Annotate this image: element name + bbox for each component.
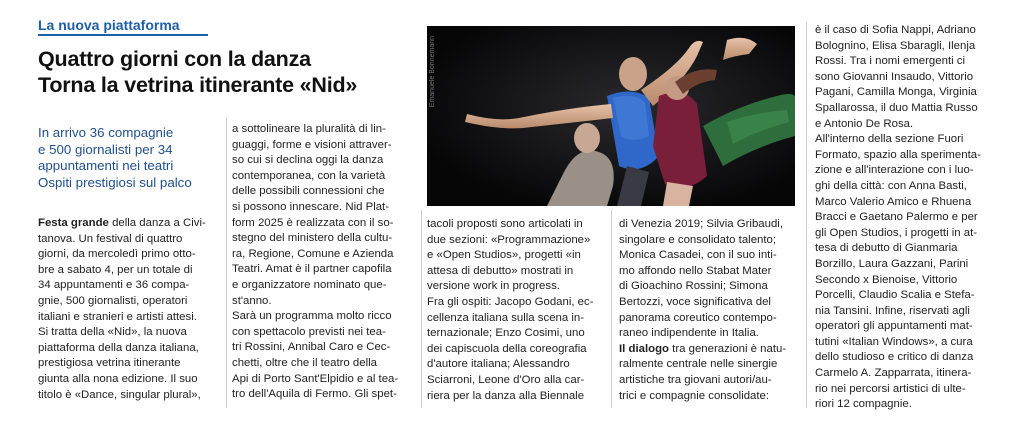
text-line: Secondo x Bienoise, Vittorio (815, 273, 958, 286)
text-line: cellenza italiana sulla scena in- (427, 311, 585, 324)
text-line: tesa di debutto di Gianmaria (815, 242, 958, 255)
text-line: ra, Regione, Comune e Azienda (232, 247, 394, 260)
text-line: tutini «Italian Windows», a cura (815, 335, 973, 348)
text-line: e Antonio De Rosa. (815, 117, 914, 130)
column-rule (421, 210, 422, 408)
text-line: artistiche tra giovani autori/au- (619, 373, 772, 386)
dance-photo (427, 26, 795, 206)
text-line: form 2025 è realizzata con il so- (232, 216, 394, 229)
text-line: a sottolineare la pluralità di lin- (232, 123, 386, 135)
summary-line: Ospiti prestigiosi sul palco (38, 174, 192, 190)
text-line: Carmelo A. Zapparrata, itinera- (815, 367, 972, 380)
text-line: riera per la danza alla Biennale (427, 389, 585, 402)
text-line: singolare e consolidato talento; (619, 233, 777, 246)
text-line: tra generazioni è natu- (669, 342, 787, 355)
article-column-3 (427, 217, 603, 404)
text-line: di Gioachino Rossini; Simona (619, 280, 768, 293)
text-line: Fra gli ospiti: Jacopo Godani, ec- (427, 295, 594, 308)
text-line: dello studioso e critico di danza (815, 351, 974, 364)
column-rule (226, 118, 227, 408)
text-line: Borzillo, Laura Gazzani, Parini (815, 257, 969, 270)
text-line: versione work in progress. (427, 280, 560, 293)
lead-in: Festa grande (38, 217, 109, 229)
text-line: ternazionale; Enzo Cosimi, uno (427, 327, 585, 340)
text-line: Sarà un programma molto ricco (232, 310, 392, 323)
text-line: Pagani, Camilla Monga, Virginia (815, 86, 977, 99)
text-line: riori 12 compagnie. (815, 398, 912, 411)
text-line: tri Rossini, Annibal Caro e Cec- (232, 341, 391, 354)
text-line: raneo indipendente in Italia. (619, 327, 759, 340)
article-column-2 (232, 122, 414, 403)
text-line: giunta alla nona edizione. Il suo (38, 372, 198, 385)
text-line: titolo è «Dance, singular plural», (38, 388, 201, 401)
column-rule (611, 210, 612, 408)
text-line: Si tratta della «Nid», la nuova (38, 326, 187, 339)
column-rule (806, 22, 807, 408)
text-line: tro dell'Aquila di Fermo. Gli spet- (232, 388, 397, 401)
article-column-5 (815, 23, 987, 413)
text-line: All'interno della sezione Fuori (815, 133, 964, 146)
article-column-1 (38, 216, 222, 403)
text-line: due sezioni: «Programmazione» (427, 233, 591, 246)
text-line: ralmente centrale nelle sinergie (619, 358, 778, 371)
section-kicker: La nuova piattaforma (38, 17, 208, 36)
text-line: Teatri. Amat è il partner capofila (232, 263, 392, 276)
text-line: Bertozzi, voce significativa del (619, 295, 771, 308)
text-line: st'anno. (232, 294, 272, 307)
text-line: tacoli proposti sono articolati in (427, 218, 583, 230)
text-line: Formato, spazio alla sperimenta- (815, 148, 981, 161)
text-line: panorama coreutico contempo- (619, 311, 777, 324)
text-line: italiani e stranieri e artisti attesi. (38, 310, 197, 323)
text-line: giorni, da mercoledì primo otto- (38, 248, 196, 261)
text-line: trici e compagnie consolidate: (619, 389, 770, 402)
text-line: Bracci e Gaetano Palermo e per (815, 211, 978, 224)
text-line: e organizzatore nominato que- (232, 278, 387, 291)
photo-credit: Emanuele Bonnemann (429, 36, 436, 108)
text-line: è il caso di Sofia Nappi, Adriano (815, 24, 976, 36)
text-line: mo affondo nello Stabat Mater (619, 264, 772, 277)
summary-line: e 500 giornalisti per 34 (38, 141, 173, 157)
text-line: tanova. Un festival di quattro (38, 232, 183, 245)
article-column-4 (619, 217, 795, 404)
text-line: bre a sabato 4, per un totale di (38, 263, 193, 276)
text-line: Marco Valerio Amico e Rhuena (815, 195, 972, 208)
text-line: Porcelli, Claudio Scalia e Stefa- (815, 289, 975, 302)
text-line: Api di Porto Sant'Elpidio e al tea- (232, 372, 399, 385)
text-line: sono Giovanni Insaudo, Vittorio (815, 70, 974, 83)
text-line: 34 appuntamenti e 36 compa- (38, 279, 190, 292)
text-line: d'autore italiana; Alessandro (427, 358, 570, 371)
text-line: Monica Casadei, con il suo inti- (619, 249, 777, 262)
text-line: prestigiosa vetrina itinerante (38, 357, 181, 370)
text-line: Rossi. Tra i nomi emergenti ci (815, 55, 966, 68)
text-line: guaggi, forme e visioni attraver- (232, 138, 392, 151)
headline (38, 46, 423, 98)
text-line: Bolognino, Elisa Sbaragli, Ilenja (815, 39, 976, 52)
text-line: gnie, 500 giornalisti, operatori (38, 294, 188, 307)
headline-line-1: Quattro giorni con la danza (38, 47, 311, 71)
text-line: dei capiscuola della coreografia (427, 342, 587, 355)
lead-in: Il dialogo (619, 342, 669, 355)
text-line: operatori gli appuntamenti mat- (815, 320, 973, 333)
headline-line-2: Torna la vetrina itinerante «Nid» (38, 73, 358, 97)
text-line: chetti, oltre che il teatro della (232, 356, 377, 369)
summary-line: appuntamenti nei teatri (38, 158, 174, 173)
text-line: rio nei percorsi artistici di ulte- (815, 382, 966, 395)
text-line: zione e all'interazione con i luo- (815, 164, 974, 177)
summary-line: In arrivo 36 compagnie (38, 125, 174, 140)
text-line: della danza a Civi- (108, 217, 206, 229)
text-line: piattaforma della danza italiana, (38, 341, 199, 354)
text-line: Sciarroni, Leone d'Oro alla car- (427, 373, 585, 386)
text-line: gli Open Studios, i progetti in at- (815, 226, 978, 239)
text-line: ghi della città: con Anna Basti, (815, 179, 967, 192)
text-line: si possono innescare. Nid Plat- (232, 200, 390, 213)
text-line: delle possibili connessioni che (232, 185, 385, 198)
text-line: di Venezia 2019; Silvia Gribaudi, (619, 218, 784, 230)
text-line: con spettacolo previsti nei tea- (232, 325, 386, 338)
dancers-image (427, 26, 795, 206)
text-line: Spallarossa, il duo Mattia Russo (815, 101, 978, 114)
text-line: e «Open Studios», progetti «in (427, 249, 581, 262)
summary (38, 125, 223, 191)
text-line: nia Tansini. Infine, riservati agli (815, 304, 970, 317)
text-line: contemporanea, con la varietà (232, 169, 386, 182)
text-line: attesa di debutto» mostrati in (427, 264, 574, 277)
text-line: stegno del ministero della cultu- (232, 232, 393, 245)
text-line: so cui si declina oggi la danza (232, 154, 384, 167)
